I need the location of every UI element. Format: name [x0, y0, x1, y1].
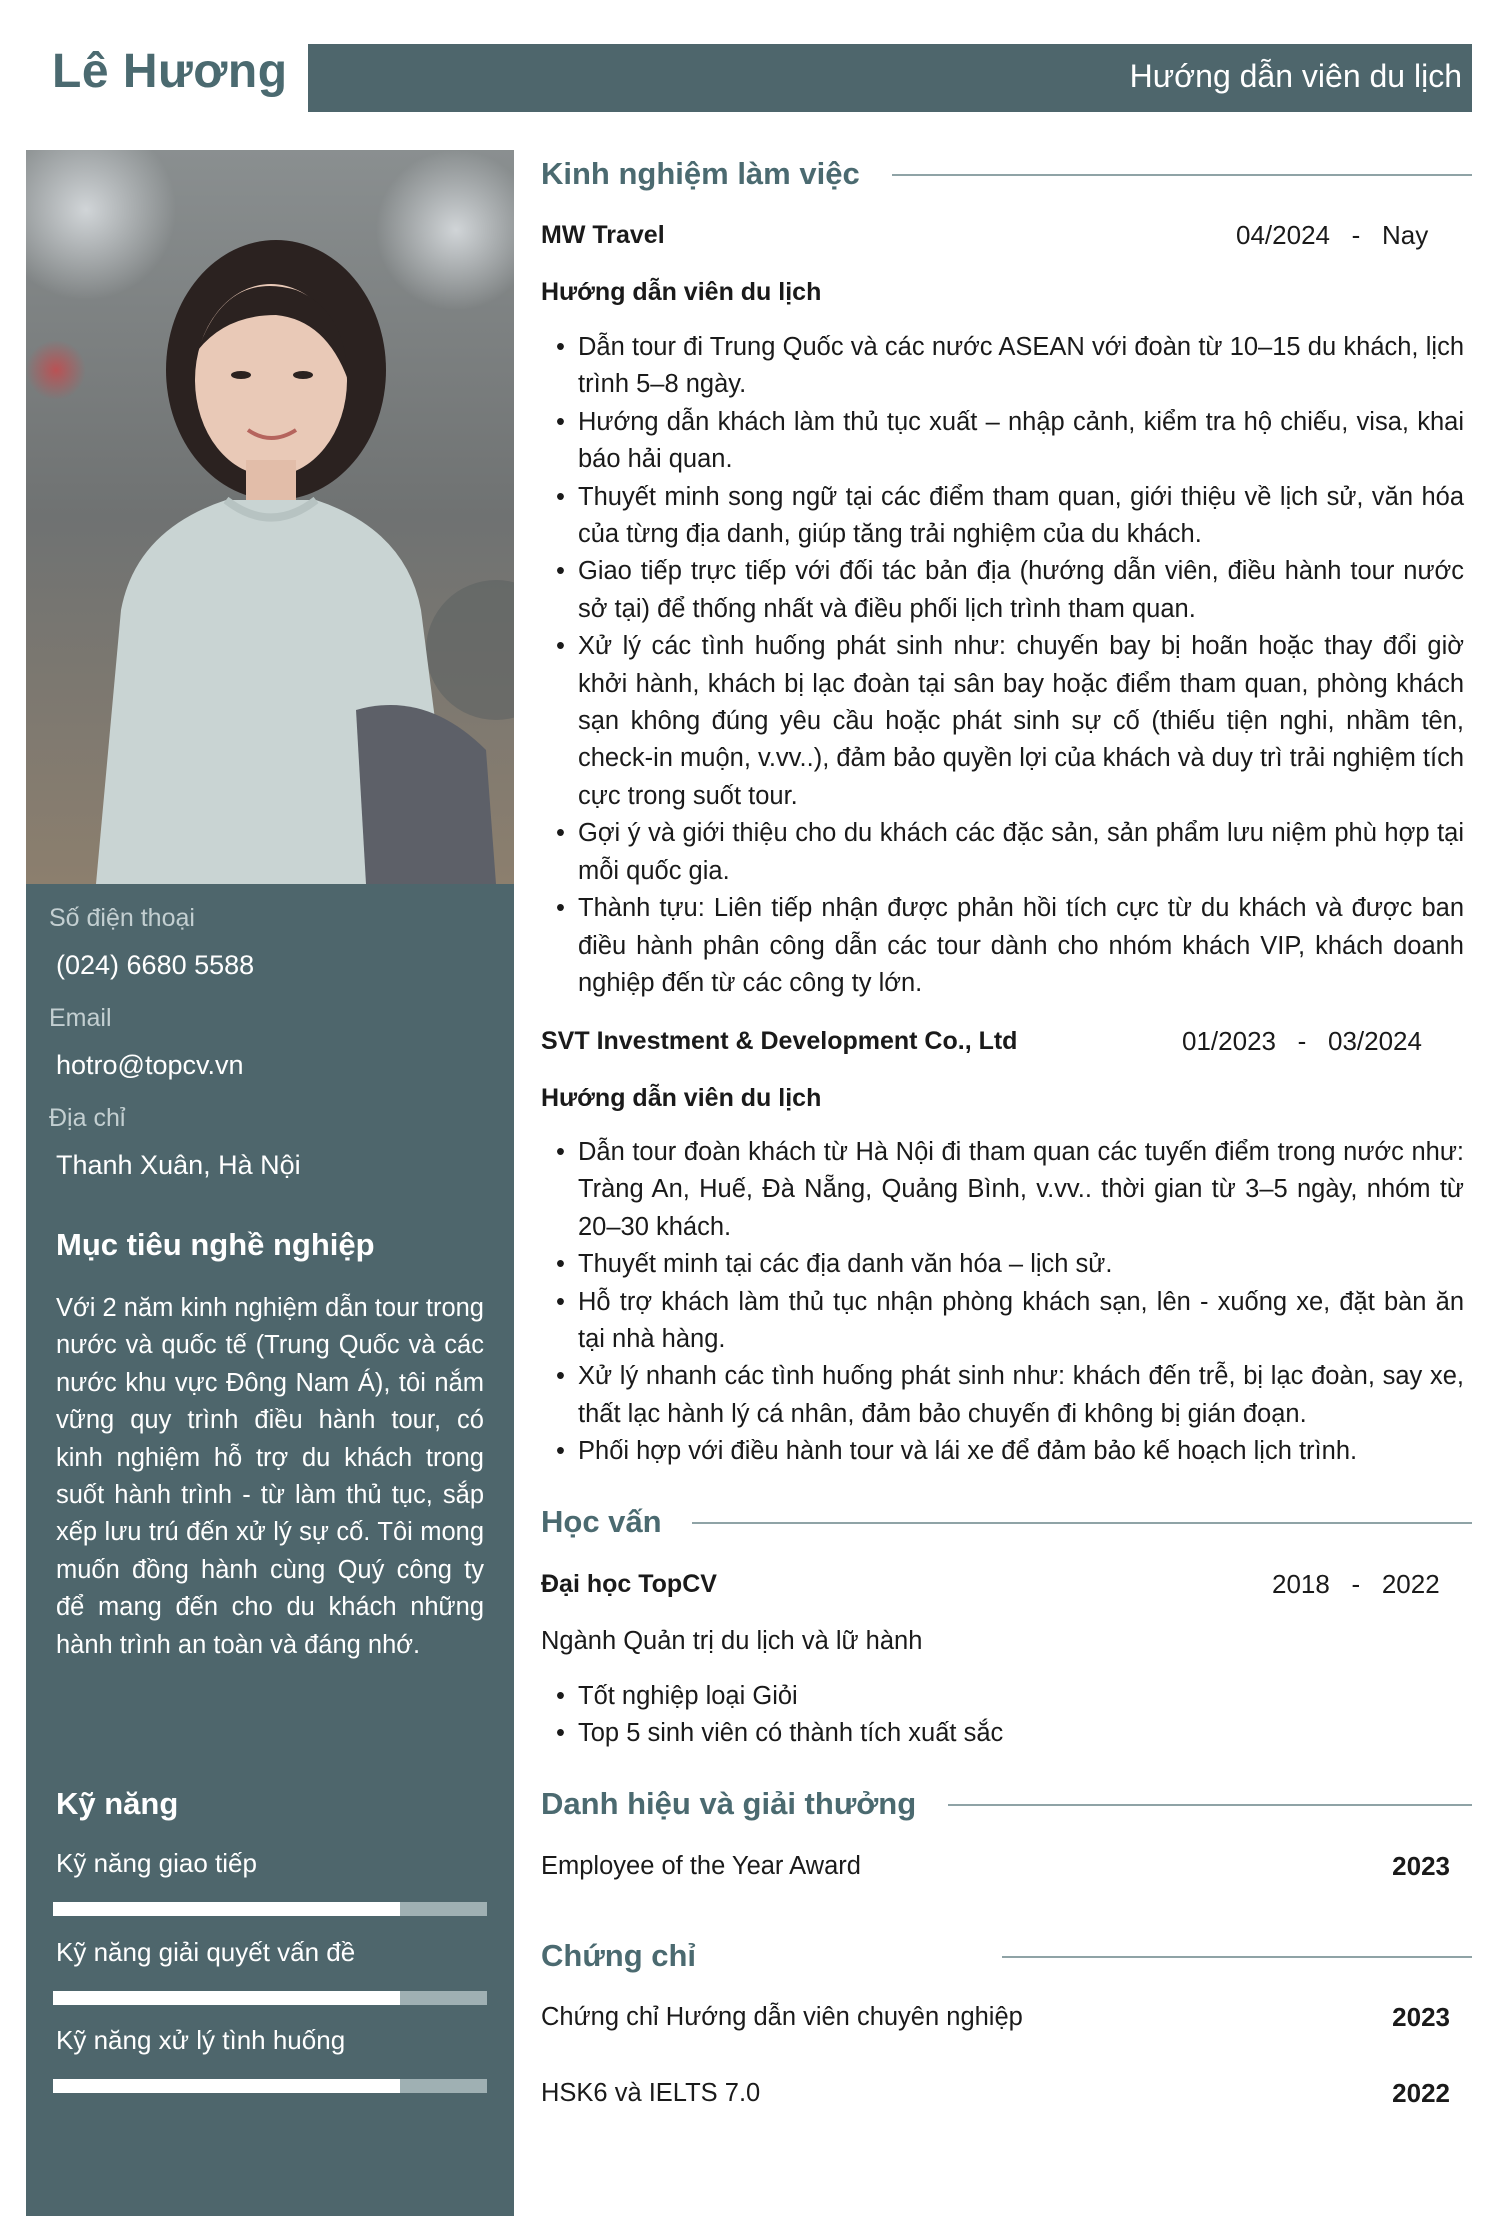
job-role: Hướng dẫn viên du lịch	[541, 278, 822, 306]
section-divider	[892, 174, 1472, 176]
job-title-bar	[308, 44, 1472, 112]
bullet-item: • Giao tiếp trực tiếp với đối tác bản địa (hướng dẫn viên, điều hành tour nước sở tại) để thống nhất và điều phối lịch trình tham quan.	[556, 553, 1464, 628]
bullet-item: • Tốt nghiệp loại Giỏi	[556, 1678, 1464, 1715]
education-heading: Học vấn	[541, 1504, 662, 1539]
education-major: Ngành Quản trị du lịch và lữ hành	[541, 1627, 923, 1655]
skill-level-fill	[53, 1991, 400, 2005]
certificate-name: Chứng chỉ Hướng dẫn viên chuyên nghiệp	[541, 2003, 1023, 2031]
bullet-item: • Xử lý nhanh các tình huống phát sinh như: khách đến trễ, bị lạc đoàn, say xe, thất lạc hành lý cá nhân, đảm bảo chuyến đi không bị gián đoạn.	[556, 1358, 1464, 1433]
skill-level-fill	[53, 2079, 400, 2093]
bullet-item: • Thành tựu: Liên tiếp nhận được phản hồi tích cực từ du khách và được ban điều hành phân công dẫn các tour dành cho nhóm khách VIP, khách doanh nghiệp đến từ các công ty lớn.	[556, 890, 1464, 1002]
company-name: SVT Investment & Development Co., Ltd	[541, 1027, 1018, 1055]
bullet-item: • Hướng dẫn khách làm thủ tục xuất – nhập cảnh, kiểm tra hộ chiếu, visa, khai báo hải quan.	[556, 404, 1464, 479]
profile-photo	[26, 150, 514, 884]
objective-text: Với 2 năm kinh nghiệm dẫn tour trong nước và quốc tế (Trung Quốc và các nước khu vực Đông Nam Á), tôi nắm vững quy trình điều hành tour, có kinh nghiệm hỗ trợ du khách trong suốt hành trình - từ làm thủ tục, sắp xếp lưu trú đến xử lý sự cố. Tôi mong muốn đồng hành cùng Quý công ty để mang đến cho du khách những hành trình an toàn và đáng nhớ.	[56, 1294, 484, 1659]
awards-heading: Danh hiệu và giải thưởng	[541, 1786, 917, 1821]
bullet-item: • Phối hợp với điều hành tour và lái xe để đảm bảo kế hoạch lịch trình.	[556, 1433, 1464, 1470]
award-year: 2023	[1392, 1851, 1450, 1881]
candidate-name: Lê Hương	[52, 45, 288, 98]
bullet-item: • Dẫn tour đoàn khách từ Hà Nội đi tham quan các tuyến điểm trong nước như: Tràng An, Huế, Đà Nẵng, Quảng Bình, v.vv.. thời gian từ 3–5 ngày, nhóm từ 20–30 khách.	[556, 1134, 1464, 1246]
experience-heading: Kinh nghiệm làm việc	[541, 156, 860, 191]
certificate-year: 2023	[1392, 2002, 1450, 2032]
bullet-item: • Gợi ý và giới thiệu cho du khách các đặc sản, sản phẩm lưu niệm phù hợp tại mỗi quốc gia.	[556, 815, 1464, 890]
certificate-name: HSK6 và IELTS 7.0	[541, 2079, 761, 2107]
objective-heading: Mục tiêu nghề nghiệp	[56, 1227, 375, 1262]
address-label: Địa chỉ	[49, 1104, 126, 1132]
certificates-heading: Chứng chỉ	[541, 1938, 697, 1973]
section-divider	[692, 1522, 1472, 1524]
job-responsibilities	[556, 329, 1464, 1002]
skills-heading: Kỹ năng	[56, 1786, 179, 1821]
skill-level-bar	[53, 1902, 487, 1916]
bullet-item: • Hỗ trợ khách làm thủ tục nhận phòng khách sạn, lên - xuống xe, đặt bàn ăn tại nhà hàng.	[556, 1284, 1464, 1359]
job-title: Hướng dẫn viên du lịch	[1129, 58, 1462, 94]
phone-value: (024) 6680 5588	[56, 950, 255, 980]
bullet-item: • Xử lý các tình huống phát sinh như: chuyến bay bị hoãn hoặc thay đổi giờ khởi hành, khách bị lạc đoàn tại sân bay hoặc điểm tham quan, phòng khách sạn không đúng yêu cầu hoặc phát sinh sự cố (thiếu tiện nghi, nhầm tên, check-in muộn, v.vv..), đảm bảo quyền lợi của khách và duy trì trải nghiệm tích cực trong suốt tour.	[556, 628, 1464, 815]
job-role: Hướng dẫn viên du lịch	[541, 1084, 822, 1112]
skill-name: Kỹ năng giải quyết vấn đề	[56, 1937, 356, 1967]
email-value: hotro@topcv.vn	[56, 1050, 244, 1080]
certificate-year: 2022	[1392, 2078, 1450, 2108]
job-responsibilities	[556, 1134, 1464, 1471]
bullet-item: • Thuyết minh tại các địa danh văn hóa – lịch sử.	[556, 1246, 1464, 1283]
job-dates: 01/2023 - 03/2024	[1182, 1026, 1422, 1056]
education-achievements	[556, 1678, 1464, 1753]
section-divider	[948, 1804, 1472, 1806]
skill-level-bar	[53, 2079, 487, 2093]
bullet-item: • Top 5 sinh viên có thành tích xuất sắc	[556, 1715, 1464, 1752]
email-label: Email	[49, 1004, 112, 1032]
school-name: Đại học TopCV	[541, 1570, 717, 1598]
skill-level-fill	[53, 1902, 400, 1916]
address-value: Thanh Xuân, Hà Nội	[56, 1150, 301, 1180]
company-name: MW Travel	[541, 221, 665, 249]
skill-level-bar	[53, 1991, 487, 2005]
education-dates: 2018 - 2022	[1272, 1569, 1440, 1599]
section-divider	[1002, 1956, 1472, 1958]
skill-name: Kỹ năng giao tiếp	[56, 1848, 257, 1878]
bullet-item: • Thuyết minh song ngữ tại các điểm tham quan, giới thiệu về lịch sử, văn hóa của từng địa danh, giúp tăng trải nghiệm của du khách.	[556, 479, 1464, 554]
sidebar	[26, 150, 514, 2216]
phone-label: Số điện thoại	[49, 904, 195, 932]
job-dates: 04/2024 - Nay	[1236, 220, 1429, 250]
award-name: Employee of the Year Award	[541, 1852, 861, 1880]
skill-name: Kỹ năng xử lý tình huống	[56, 2025, 346, 2055]
bullet-item: • Dẫn tour đi Trung Quốc và các nước ASEAN với đoàn từ 10–15 du khách, lịch trình 5–8 ngày.	[556, 329, 1464, 404]
